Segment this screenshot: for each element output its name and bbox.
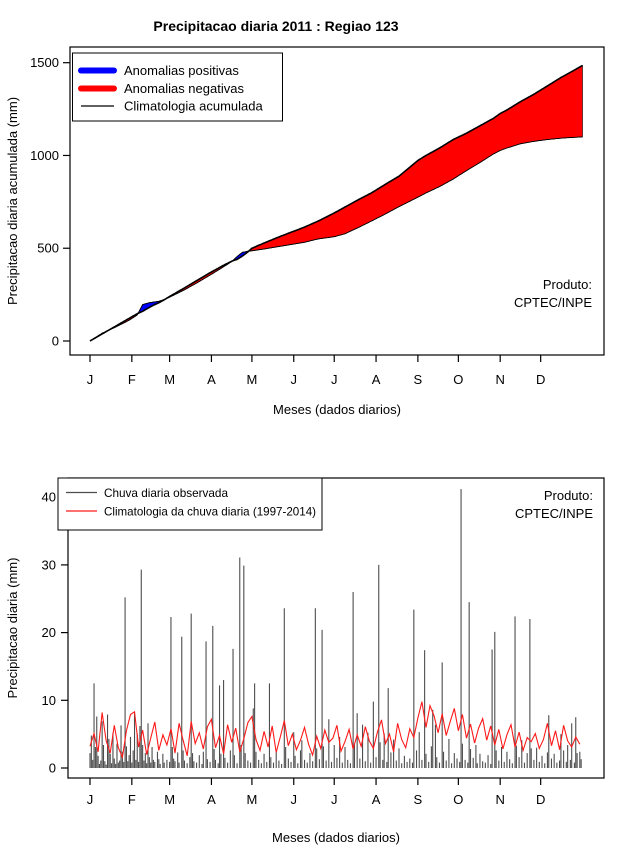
x-tick-label: J	[290, 792, 297, 807]
y-tick-label: 20	[41, 625, 56, 641]
top-source-note	[514, 277, 592, 310]
x-tick-label: A	[207, 372, 216, 387]
x-tick-label: F	[127, 792, 136, 807]
y-tick-label: 30	[41, 557, 56, 573]
x-tick-label: M	[164, 792, 176, 807]
top-x-axis-label: Meses (dados diarios)	[273, 402, 401, 417]
x-tick-label: J	[330, 792, 338, 807]
bottom-source-note	[515, 488, 593, 521]
x-tick-label: A	[207, 792, 216, 807]
x-tick-label: J	[330, 372, 338, 387]
x-tick-label: J	[86, 792, 94, 807]
bottom-legend	[58, 478, 322, 530]
legend-label-positive-anomalies: Anomalias positivas	[124, 63, 239, 78]
legend-label-observed-rain: Chuva diaria observada	[104, 486, 229, 500]
x-tick-label: S	[413, 372, 423, 387]
x-tick-label: N	[495, 372, 505, 387]
daily-climatology-line	[90, 702, 580, 758]
top-source-note-line1: Produto:	[542, 277, 592, 292]
x-tick-label: S	[413, 792, 423, 807]
y-tick-label: 10	[41, 692, 56, 708]
legend-label-negative-anomalies: Anomalias negativas	[124, 81, 244, 96]
bottom-chart	[5, 478, 604, 845]
negative-anomaly-fill	[248, 66, 583, 252]
x-tick-label: A	[371, 372, 381, 387]
top-chart-title: Precipitacao diaria 2011 : Regiao 123	[153, 18, 399, 34]
bottom-x-axis-label: Meses (dados diarios)	[272, 830, 400, 845]
y-tick-label: 40	[41, 489, 56, 505]
x-tick-label: J	[290, 372, 297, 387]
x-tick-label: O	[453, 372, 464, 387]
top-y-axis-label: Precipitacao diaria acumulada (mm)	[5, 96, 20, 306]
bottom-source-note-line2: CPTEC/INPE	[514, 506, 593, 521]
top-source-note-line2: CPTEC/INPE	[513, 295, 592, 310]
x-tick-label: A	[371, 792, 381, 807]
bottom-source-note-line1: Produto:	[543, 488, 593, 503]
x-tick-label: M	[246, 792, 258, 807]
x-tick-label: D	[535, 792, 546, 807]
bottom-y-axis-label: Precipitacao diaria (mm)	[5, 557, 20, 699]
x-tick-label: F	[127, 372, 136, 387]
x-tick-label: M	[164, 372, 176, 387]
legend-label-daily-climatology: Climatologia da chuva diaria (1997-2014)	[104, 504, 316, 519]
y-tick-label: 500	[37, 240, 59, 256]
x-tick-label: J	[86, 372, 94, 387]
x-tick-label: M	[246, 372, 258, 387]
x-tick-label: N	[495, 792, 505, 807]
y-tick-label: 0	[48, 760, 56, 776]
x-tick-label: O	[453, 792, 464, 807]
legend-label-climatology: Climatologia acumulada	[124, 98, 263, 114]
y-tick-label: 0	[51, 333, 59, 349]
top-legend	[73, 53, 283, 121]
observed-accumulated-line	[90, 137, 583, 341]
x-tick-label: D	[535, 372, 546, 387]
y-tick-label: 1000	[30, 147, 59, 163]
y-tick-label: 1500	[30, 55, 59, 71]
top-chart	[5, 18, 604, 417]
